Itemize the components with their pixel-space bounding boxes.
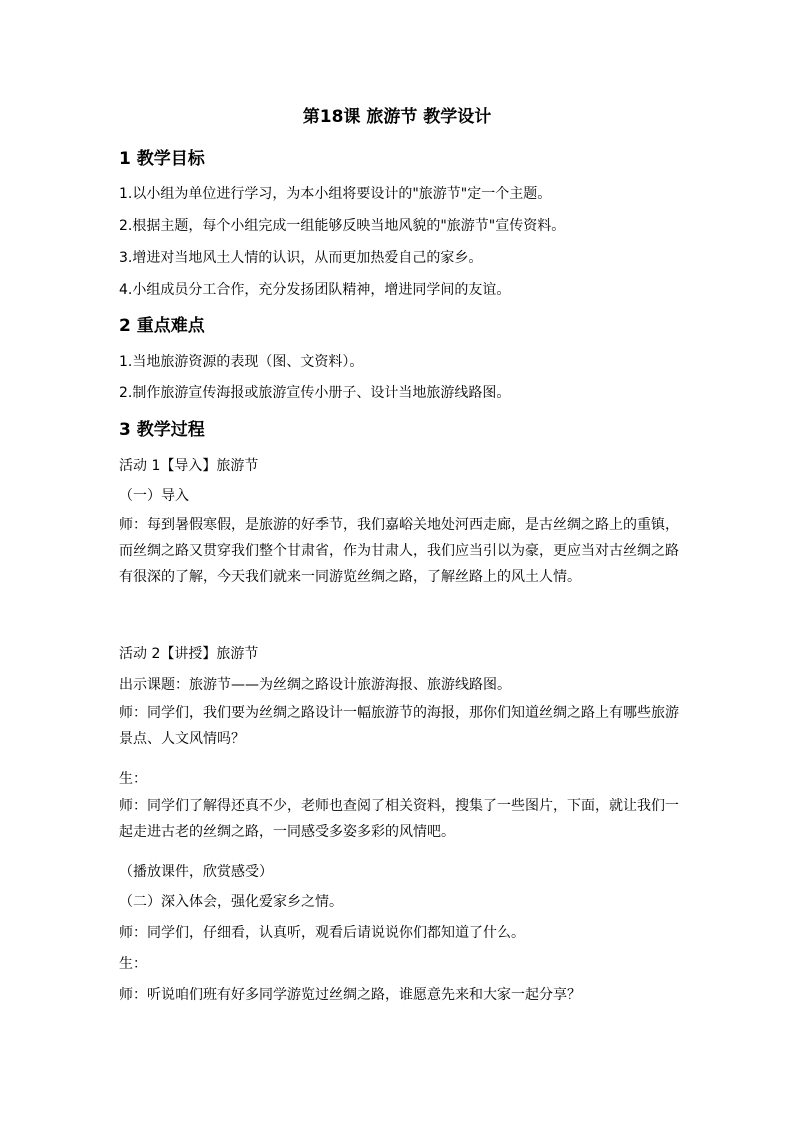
paragraph-intro: 师：每到暑假寒假，是旅游的好季节，我们嘉峪关地处河西走廊，是古丝绸之路上的重镇，而丝绸之路又贯穿我们整个甘肃省，作为甘肃人，我们应当引以为豪，更应当对古丝绸之路有很深的了解，今天我们就来一同游览丝绸之路，了解丝路上的风土人情。 xyxy=(119,517,679,585)
courseware-note: （播放课件，欣赏感受） xyxy=(119,864,273,880)
lesson-topic-line: 出示课题：旅游节——为丝绸之路设计旅游海报、旅游线路图。 xyxy=(119,677,511,693)
student-response: 生： xyxy=(119,956,147,972)
objective-item: 4.小组成员分工合作，充分发扬团队精神，增进同学间的友谊。 xyxy=(119,282,511,298)
objective-item: 1.以小组为单位进行学习，为本小组将要设计的"旅游节"定一个主题。 xyxy=(119,186,552,202)
student-response: 生： xyxy=(119,771,147,787)
subsection-heading: （二）深入体会，强化爱家乡之情。 xyxy=(119,894,343,910)
section-heading-objectives: 1 教学目标 xyxy=(119,149,205,169)
section-heading-process: 3 教学过程 xyxy=(119,420,205,440)
paragraph-question: 师：同学们，我们要为丝绸之路设计一幅旅游节的海报，那你们知道丝绸之路上有哪些旅游景点、人文风情吗？ xyxy=(119,705,679,747)
objective-item: 2.根据主题，每个小组完成一组能够反映当地风貌的"旅游节"宣传资料。 xyxy=(119,218,566,234)
objective-item: 3.增进对当地风土人情的认识，从而更加热爱自己的家乡。 xyxy=(119,250,483,266)
activity-heading: 活动 2【讲授】旅游节 xyxy=(119,646,259,662)
teacher-line: 师：听说咱们班有好多同学游览过丝绸之路，谁愿意先来和大家一起分享？ xyxy=(119,987,581,1003)
subsection-heading: （一）导入 xyxy=(119,488,189,504)
activity-heading: 活动 1【导入】旅游节 xyxy=(119,458,259,474)
document-title: 第18课 旅游节 教学设计 xyxy=(302,107,492,127)
key-point-item: 1.当地旅游资源的表现（图、文资料）。 xyxy=(119,354,364,370)
section-heading-key-points: 2 重点难点 xyxy=(119,316,205,336)
paragraph-materials: 师：同学们了解得还真不少，老师也查阅了相关资料，搜集了一些图片，下面，就让我们一起走进古老的丝绸之路，一同感受多姿多彩的风情吧。 xyxy=(119,798,679,840)
teacher-line: 师：同学们，仔细看，认真听，观看后请说说你们都知道了什么。 xyxy=(119,925,525,941)
key-point-item: 2.制作旅游宣传海报或旅游宣传小册子、设计当地旅游线路图。 xyxy=(119,385,511,401)
